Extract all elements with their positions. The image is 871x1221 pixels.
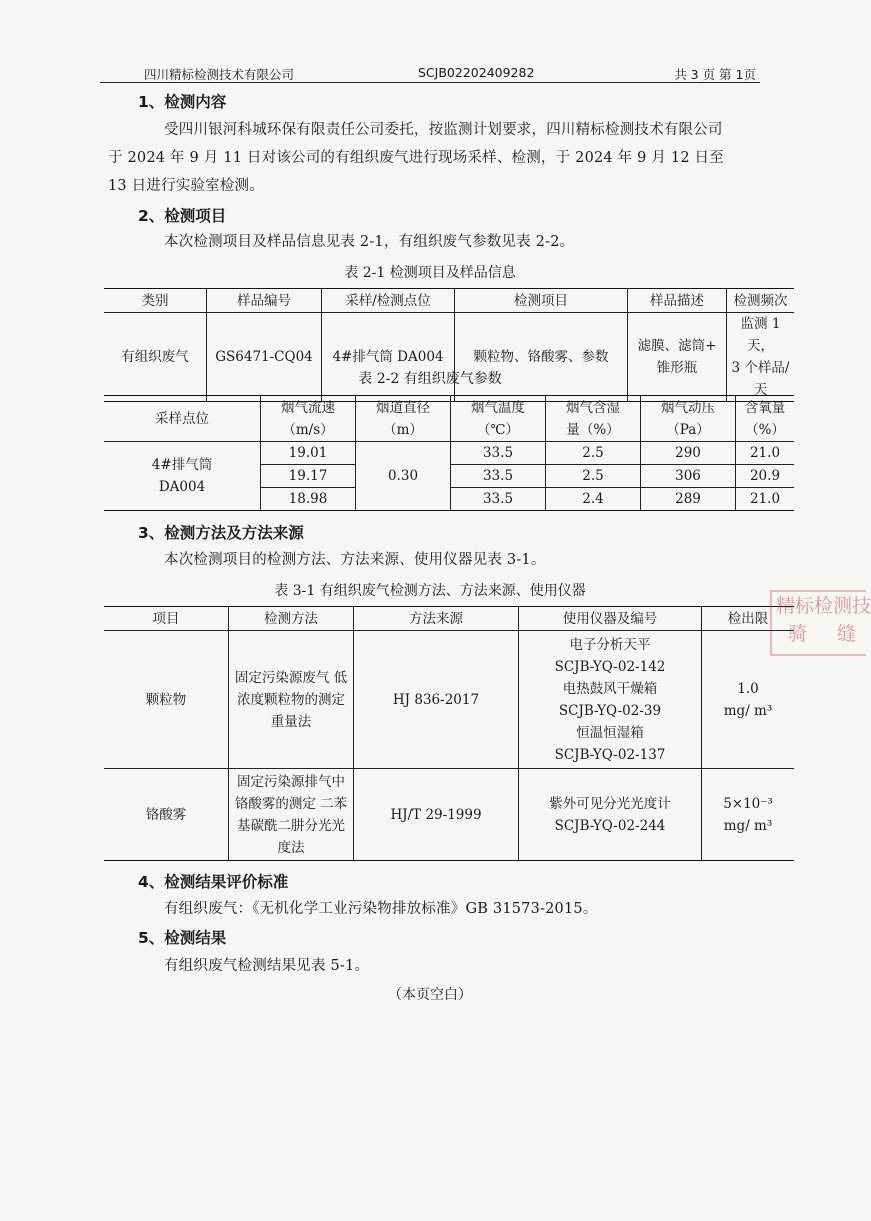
table-cell xyxy=(519,769,702,861)
cell-line: 4#排气筒 xyxy=(151,457,213,473)
header-line: 烟道直径 xyxy=(376,399,430,416)
cell-line: 5×10⁻³ xyxy=(723,795,773,812)
table-header-cell xyxy=(736,396,795,442)
section-1-title: 1、检测内容 xyxy=(138,93,227,111)
header-line: 量（%） xyxy=(566,421,620,438)
cell-line: SCJB-YQ-02-137 xyxy=(554,746,666,763)
cell-line: 基碳酰二肼分光光 xyxy=(237,817,345,834)
table-cell: 颗粒物 xyxy=(104,631,229,769)
header-line: （%） xyxy=(745,421,785,438)
table-2-1-caption: 表 2-1 检测项目及样品信息 xyxy=(344,265,516,281)
section-3-line: 本次检测项目的检测方法、方法来源、使用仪器见表 3-1。 xyxy=(164,552,546,568)
section-3-text xyxy=(108,546,738,574)
table-cell xyxy=(104,442,261,511)
table-row xyxy=(104,769,794,861)
header-line: （Pa） xyxy=(666,421,710,438)
table-cell: 21.0 xyxy=(736,488,795,511)
stamp-line: 骑 缝 xyxy=(788,623,869,645)
table-header-cell xyxy=(641,396,736,442)
table-cell: 2.5 xyxy=(546,442,641,465)
section-4-line: 有组织废气：《无机化学工业污染物排放标准》GB 31573-2015。 xyxy=(164,901,598,917)
table-cell xyxy=(702,769,795,861)
table-cell: 21.0 xyxy=(736,442,795,465)
table-cell: HJ 836-2017 xyxy=(354,631,519,769)
table-cell: 19.17 xyxy=(261,465,356,488)
table-cell xyxy=(519,631,702,769)
cell-line: SCJB-YQ-02-142 xyxy=(554,658,666,675)
cell-line: 固定污染源废气 低 xyxy=(234,669,348,686)
table-header-cell: 样品描述 xyxy=(628,289,727,313)
table-header-cell: 检测方法 xyxy=(229,607,354,631)
table-cell: 33.5 xyxy=(451,488,546,511)
cell-line: 1.0 xyxy=(737,680,759,697)
cell-line: mg/ m³ xyxy=(723,702,773,719)
table-header-cell xyxy=(261,396,356,442)
cell-line: 滤膜、滤筒+ xyxy=(637,338,717,354)
blank-page-note: （本页空白） xyxy=(388,987,472,1003)
table-cell: 铬酸雾 xyxy=(104,769,229,861)
cell-line: 监测 1 天， xyxy=(740,316,781,354)
cell-line: 固定污染源排气中 xyxy=(237,773,345,790)
header-line: 烟气动压 xyxy=(661,399,715,416)
cell-line: 重量法 xyxy=(270,713,312,730)
table-header-cell: 检出限 xyxy=(702,607,795,631)
cell-line: SCJB-YQ-02-39 xyxy=(558,702,662,719)
table-cell: 有组织废气 xyxy=(104,313,207,402)
header-line: （m） xyxy=(383,421,423,438)
header-line: 烟气含湿 xyxy=(566,399,620,416)
cell-line: 浓度颗粒物的测定 xyxy=(237,691,345,708)
table-cell: 颗粒物、铬酸雾、参数 xyxy=(455,313,628,402)
table-row xyxy=(104,313,794,402)
cell-line: SCJB-YQ-02-244 xyxy=(554,817,666,834)
cell-line: 铬酸雾的测定 二苯 xyxy=(234,795,348,812)
table-header-cell xyxy=(356,396,451,442)
table-row xyxy=(104,442,794,465)
section-3-title: 3、检测方法及方法来源 xyxy=(138,524,304,542)
table-cell: 33.5 xyxy=(451,465,546,488)
table-cell: GS6471-CQ04 xyxy=(207,313,322,402)
table-header-cell: 检测项目 xyxy=(455,289,628,313)
company-name: 四川精标检测技术有限公司 xyxy=(144,67,295,82)
table-cell: 2.5 xyxy=(546,465,641,488)
table-cell: 0.30 xyxy=(356,442,451,511)
table-header-cell: 采样/检测点位 xyxy=(322,289,455,313)
section-5-line: 有组织废气检测结果见表 5-1。 xyxy=(164,958,370,974)
table-3-1-caption: 表 3-1 有组织废气检测方法、方法来源、使用仪器 xyxy=(274,583,586,599)
table-2-2-caption: 表 2-2 有组织废气参数 xyxy=(358,371,502,387)
section-4-text xyxy=(108,895,738,923)
header-line: （m/s） xyxy=(282,421,334,438)
table-cell: 4#排气筒 DA004 xyxy=(322,313,455,402)
section-4-title: 4、检测结果评价标准 xyxy=(138,873,289,891)
table-cell xyxy=(229,631,354,769)
table-cell: 2.4 xyxy=(546,488,641,511)
table-cell xyxy=(628,313,727,402)
table-2-2 xyxy=(104,395,794,511)
cell-line: DA004 xyxy=(158,479,206,495)
table-cell xyxy=(727,313,795,402)
header-line: 烟气温度 xyxy=(471,399,525,416)
table-cell xyxy=(229,769,354,861)
cell-line: 恒温恒湿箱 xyxy=(576,724,644,741)
table-row xyxy=(104,631,794,769)
cell-line: 3 个样品/天 xyxy=(731,360,790,398)
section-1-line: 受四川银河科城环保有限责任公司委托，按监测计划要求，四川精标检测技术有限公司 xyxy=(164,122,723,138)
section-1-text xyxy=(108,116,738,200)
table-3-1 xyxy=(104,606,794,861)
section-2-title: 2、检测项目 xyxy=(138,207,227,225)
header-line: 含氧量 xyxy=(744,399,786,416)
table-cell: 289 xyxy=(641,488,736,511)
section-1-line: 于 2024 年 9 月 11 日对该公司的有组织废气进行现场采样、检测，于 2024 年 9 月 12 日至 xyxy=(108,150,724,166)
table-header-cell: 样品编号 xyxy=(207,289,322,313)
cell-line: 紫外可见分光光度计 xyxy=(549,795,671,812)
cell-line: 电热鼓风干燥箱 xyxy=(562,680,658,697)
table-cell: HJ/T 29-1999 xyxy=(354,769,519,861)
report-number: SCJB02202409282 xyxy=(418,65,535,80)
section-5-title: 5、检测结果 xyxy=(138,929,227,947)
stamp-line: 精标检测技 xyxy=(776,595,871,617)
table-cell: 20.9 xyxy=(736,465,795,488)
table-header-cell: 方法来源 xyxy=(354,607,519,631)
table-cell: 290 xyxy=(641,442,736,465)
table-header-cell xyxy=(451,396,546,442)
table-cell: 33.5 xyxy=(451,442,546,465)
cell-line: 电子分析天平 xyxy=(569,636,651,653)
table-cell: 306 xyxy=(641,465,736,488)
table-header-cell: 检测频次 xyxy=(727,289,795,313)
header-line: （℃） xyxy=(476,421,520,438)
table-header-cell: 使用仪器及编号 xyxy=(519,607,702,631)
cell-line: 锥形瓶 xyxy=(656,360,698,376)
table-header-cell: 项目 xyxy=(104,607,229,631)
page-header xyxy=(100,64,760,83)
table-cell: 18.98 xyxy=(261,488,356,511)
table-header-cell: 采样点位 xyxy=(104,396,261,442)
cell-line: 度法 xyxy=(277,839,305,856)
cell-line: mg/ m³ xyxy=(723,817,773,834)
section-2-text xyxy=(108,228,738,256)
table-cell: 19.01 xyxy=(261,442,356,465)
seal-stamp xyxy=(770,590,871,656)
header-line: 烟气流速 xyxy=(281,399,335,416)
section-5-text xyxy=(108,952,738,980)
page-info: 共 3 页 第 1页 xyxy=(674,67,756,82)
table-header-cell xyxy=(546,396,641,442)
section-1-line: 13 日进行实验室检测。 xyxy=(108,178,264,194)
section-2-line: 本次检测项目及样品信息见表 2-1，有组织废气参数见表 2-2。 xyxy=(164,234,575,250)
table-header-cell: 类别 xyxy=(104,289,207,313)
